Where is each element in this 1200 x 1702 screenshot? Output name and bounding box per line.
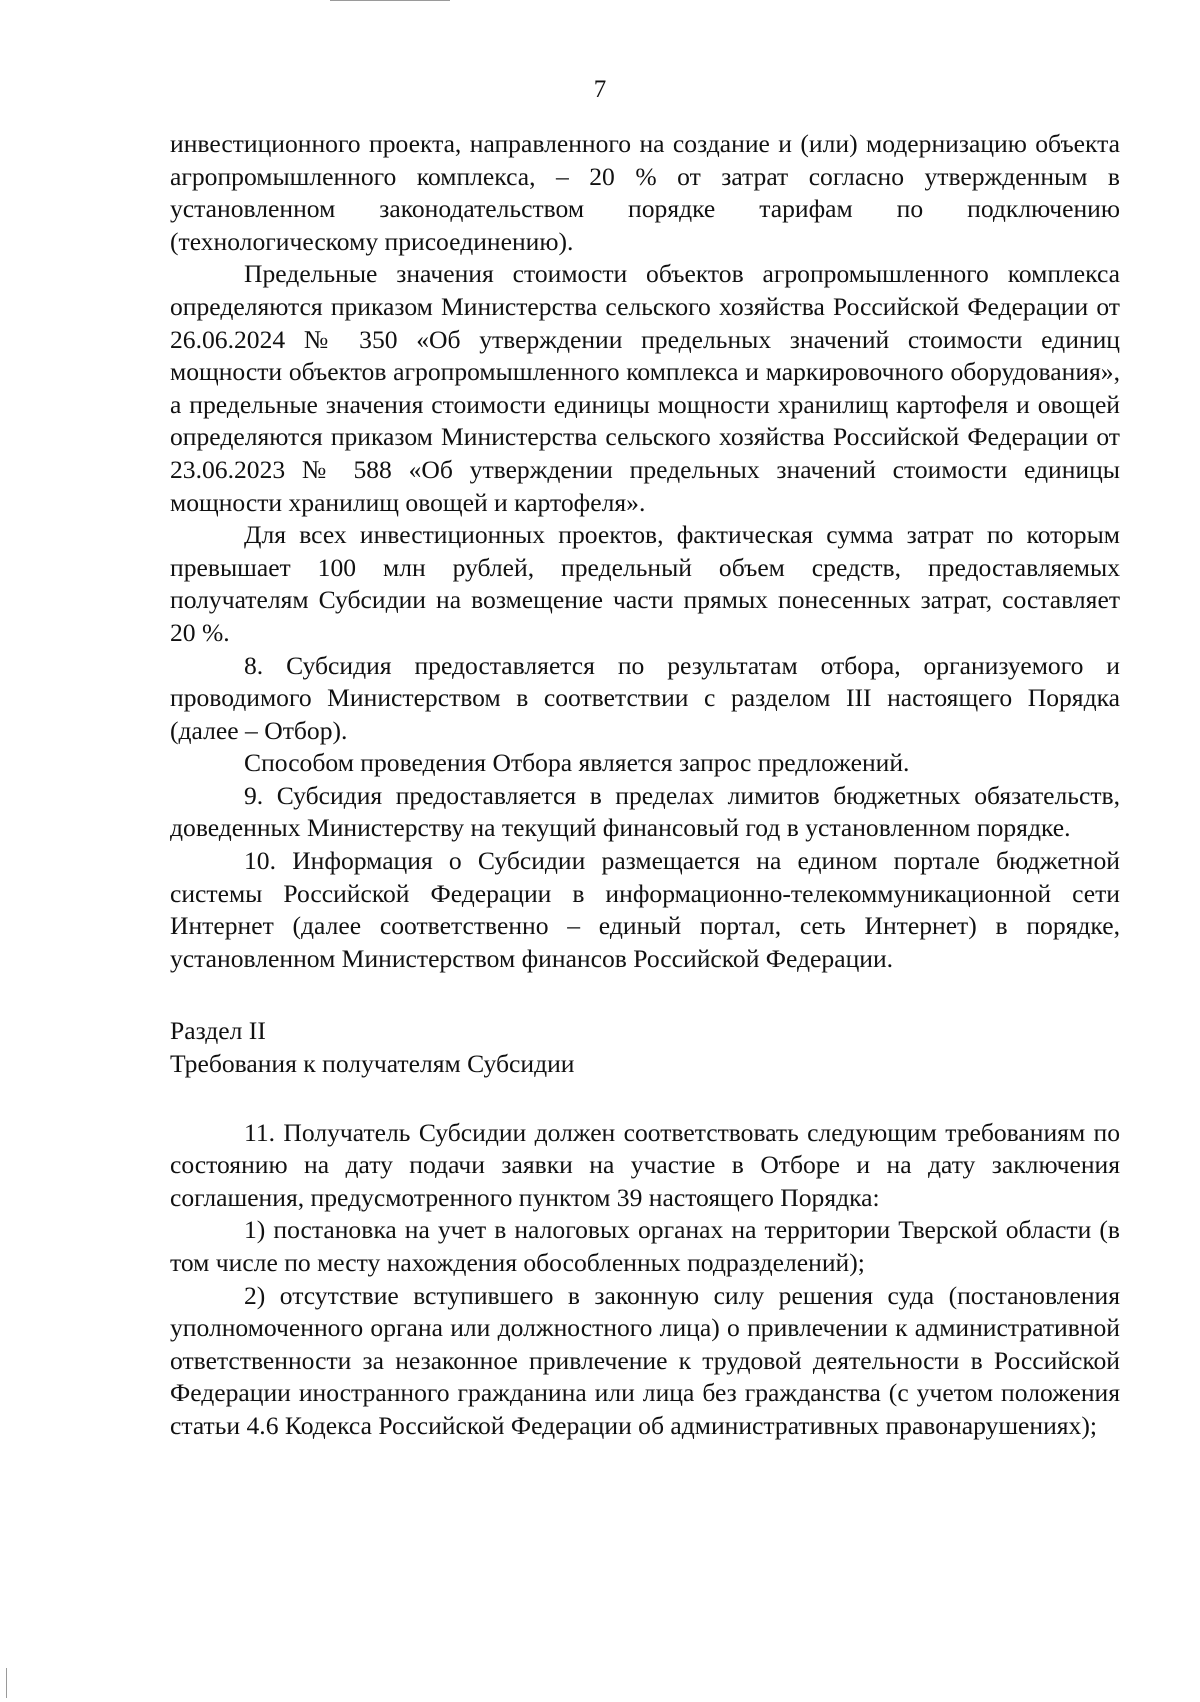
- paragraph-item-8: 8. Субсидия предоставляется по результатам отбора, организуемого и проводимого Министерством в соответствии с разделом III настоящего Порядка (далее – Отбор).: [170, 650, 1120, 745]
- paragraph-continuation: инвестиционного проекта, направленного на создание и (или) модернизацию объекта агропромышленного комплекса, – 20 % от затрат согласно утвержденным в установленном законодательством порядке тарифам по подключению (технологическому присоединению).: [170, 129, 1120, 256]
- paragraph-subitem-2: 2) отсутствие вступившего в законную силу решения суда (постановления уполномоченного органа или должностного лица) о привлечении к административной ответственности за незаконное привлечение к трудовой деятельности в Российской Федерации иностранного гражданина или лица без гражданства (с учетом положения статьи 4.6 Кодекса Российской Федерации об административных правонарушениях);: [170, 1280, 1120, 1440]
- section-title: Требования к получателям Субсидии: [170, 1049, 575, 1079]
- paragraph-selection-method: Способом проведения Отбора является запрос предложений.: [244, 748, 910, 778]
- paragraph-investment-projects: Для всех инвестиционных проектов, фактическая сумма затрат по которым превышает 100 млн рублей, предельный объем средств, предоставляемых получателям Субсидии на возмещение части прямых понесенных затрат, составляет 20 %.: [170, 520, 1120, 647]
- scan-artifact-left: [6, 1668, 7, 1698]
- section-number: Раздел II: [170, 1016, 266, 1046]
- paragraph-item-9: 9. Субсидия предоставляется в пределах лимитов бюджетных обязательств, доведенных Министерству на текущий финансовый год в установленном порядке.: [170, 780, 1120, 843]
- paragraph-item-11: 11. Получатель Субсидии должен соответствовать следующим требованиям по состоянию на дату подачи заявки на участие в Отборе и на дату заключения соглашения, предусмотренного пунктом 39 настоящего Порядка:: [170, 1117, 1120, 1212]
- page-number: 7: [593, 76, 607, 103]
- paragraph-item-10: 10. Информация о Субсидии размещается на едином портале бюджетной системы Российской Федерации в информационно-телекоммуникационной сети Интернет (далее соответственно – единый портал, сеть Интернет) в порядке, установленном Министерством финансов Российской Федерации.: [170, 846, 1120, 973]
- scan-artifact-top: [330, 0, 450, 1]
- document-body: [170, 128, 1120, 1443]
- paragraph-limit-values: Предельные значения стоимости объектов агропромышленного комплекса определяются приказом Министерства сельского хозяйства Российской Федерации от 26.06.2024 № 350 «Об утверждении предельных значений стоимости единиц мощности объектов агропромышленного комплекса и маркировочного оборудования», а предельные значения стоимости единицы мощности хранилищ картофеля и овощей определяются приказом Министерства сельского хозяйства Российской Федерации от 23.06.2023 № 588 «Об утверждении предельных значений стоимости единицы мощности хранилищ овощей и картофеля».: [170, 259, 1120, 517]
- paragraph-subitem-1: 1) постановка на учет в налоговых органах на территории Тверской области (в том числе по месту нахождения обособленных подразделений);: [170, 1215, 1120, 1277]
